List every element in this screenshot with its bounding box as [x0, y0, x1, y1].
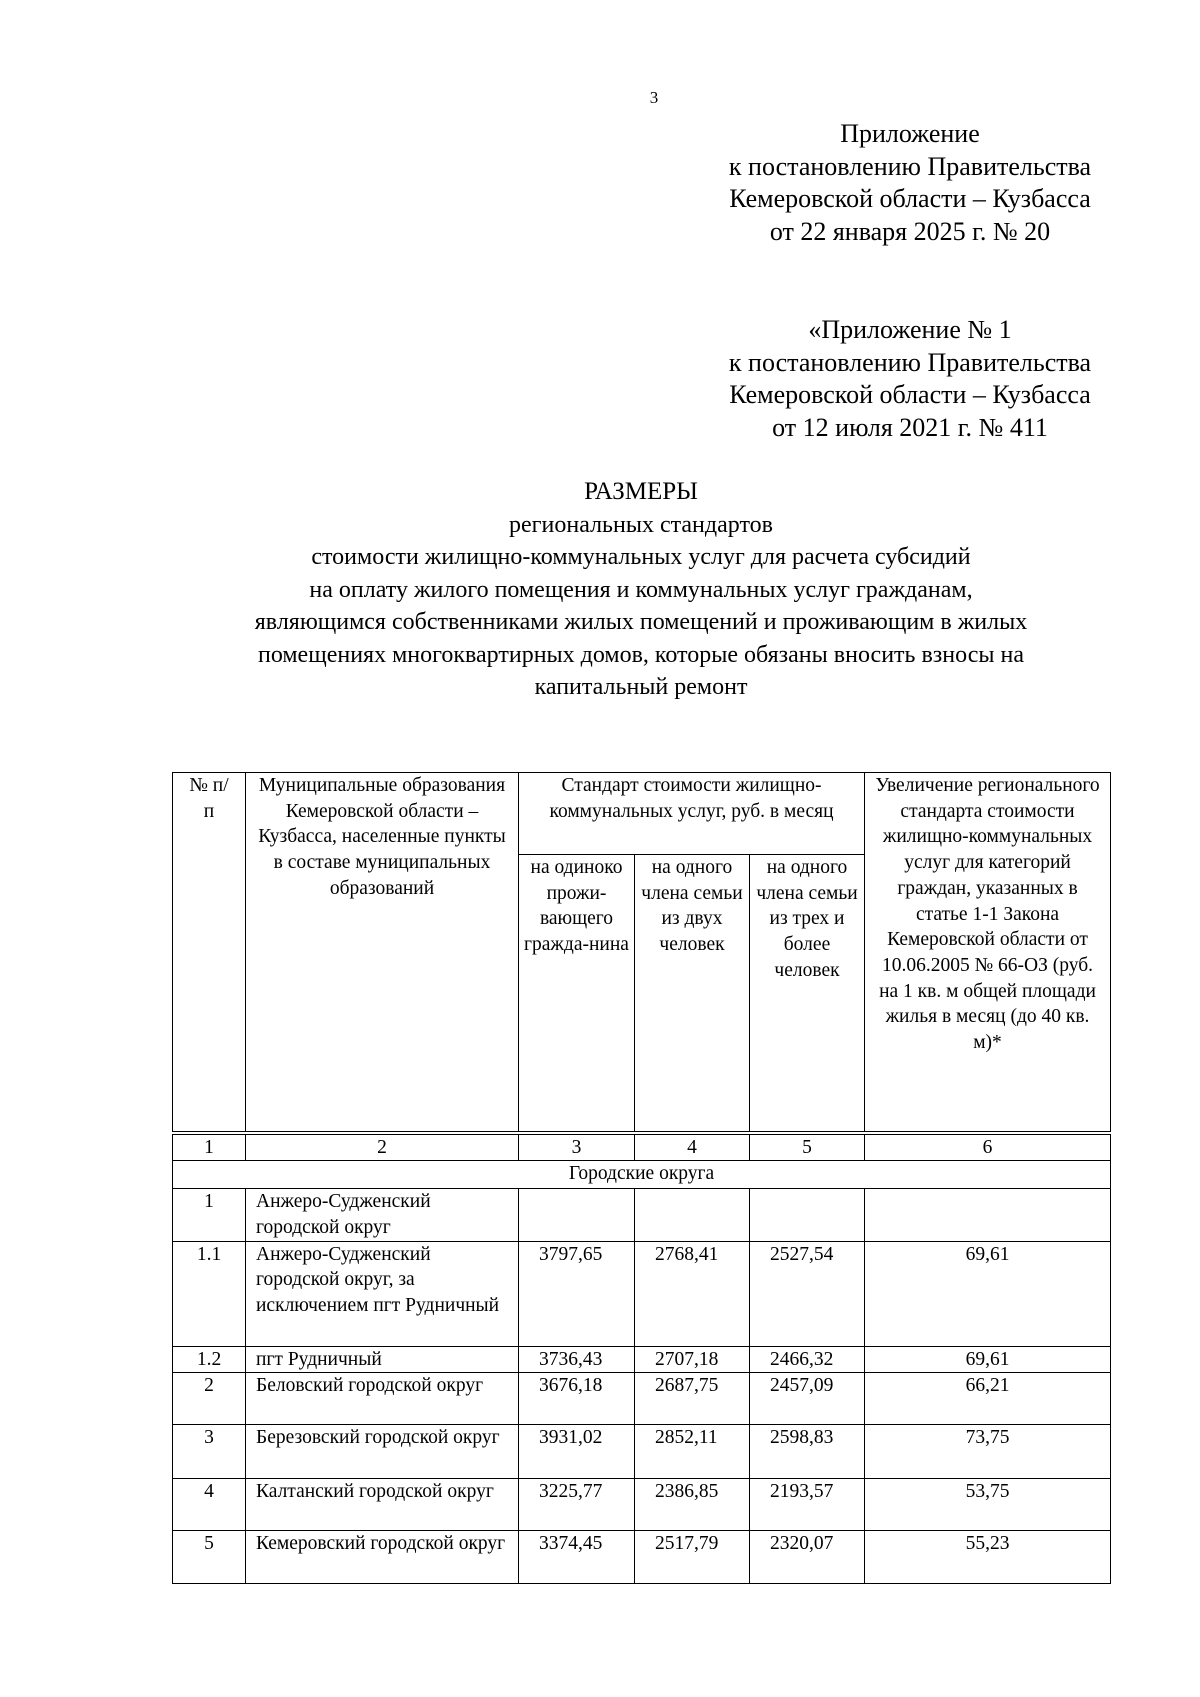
value-two: 2852,11 — [635, 1425, 750, 1479]
title-line: стоимости жилищно-коммунальных услуг для расчета субсидий — [311, 544, 971, 570]
value-three: 2457,09 — [750, 1373, 865, 1425]
document-title — [172, 476, 1110, 704]
row-number: 2 — [173, 1373, 246, 1425]
standards-table — [172, 772, 1111, 1584]
row-number: 4 — [173, 1479, 246, 1531]
row-number: 5 — [173, 1531, 246, 1584]
value-two: 2687,75 — [635, 1373, 750, 1425]
table-row — [173, 1479, 1111, 1531]
title-line: капитальный ремонт — [534, 674, 748, 700]
municipality-name: пгт Рудничный — [246, 1346, 519, 1373]
column-number: 2 — [246, 1133, 519, 1161]
header-two: на одного члена семьи из двух человек — [635, 855, 750, 1133]
value-increase — [865, 1189, 1111, 1241]
municipality-name: Беловский городской округ — [246, 1373, 519, 1425]
value-three: 2598,83 — [750, 1425, 865, 1479]
appendix-line: к постановлению Правительства — [728, 347, 1092, 377]
table-row — [173, 1241, 1111, 1346]
value-increase: 73,75 — [865, 1425, 1111, 1479]
municipality-name: Анжеро-Судженский городской округ, за исключением пгт Рудничный — [246, 1241, 519, 1346]
title-line: региональных стандартов — [509, 511, 773, 538]
value-single — [519, 1189, 635, 1241]
municipality-name: Калтанский городской округ — [246, 1479, 519, 1531]
page-number: 3 — [649, 88, 659, 107]
value-increase: 69,61 — [865, 1241, 1111, 1346]
title-line: помещениях многоквартирных домов, которые обязаны вносить взносы на — [257, 641, 1024, 668]
appendix-line: к постановлению Правительства — [728, 151, 1092, 181]
column-number: 3 — [519, 1133, 635, 1161]
column-number: 5 — [750, 1133, 865, 1161]
title-line: на оплату жилого помещения и коммунальных услуг гражданам, — [309, 576, 973, 603]
value-three: 2527,54 — [750, 1241, 865, 1346]
value-two — [635, 1189, 750, 1241]
table-row — [173, 1189, 1111, 1241]
appendix-line: «Приложение № 1 — [808, 315, 1012, 344]
value-two: 2517,79 — [635, 1531, 750, 1584]
value-two: 2768,41 — [635, 1241, 750, 1346]
appendix-line: от 12 июля 2021 г. № 411 — [772, 413, 1048, 443]
value-two: 2386,85 — [635, 1479, 750, 1531]
appendix1-block — [700, 314, 1120, 445]
appendix-line: Кемеровской области – Кузбасса — [729, 184, 1091, 214]
value-increase: 55,23 — [865, 1531, 1111, 1584]
section-header: Городские округа — [173, 1161, 1111, 1189]
title-heading: РАЗМЕРЫ — [584, 478, 698, 505]
row-number: 1.1 — [173, 1241, 246, 1346]
table-row — [173, 1425, 1111, 1479]
municipality-name: Березовский городской округ — [246, 1425, 519, 1479]
municipality-name: Анжеро-Судженский городской округ — [246, 1189, 519, 1241]
value-single: 3736,43 — [519, 1346, 635, 1373]
value-increase: 66,21 — [865, 1373, 1111, 1425]
value-single: 3374,45 — [519, 1531, 635, 1584]
value-single: 3797,65 — [519, 1241, 635, 1346]
value-increase: 69,61 — [865, 1346, 1111, 1373]
value-three: 2193,57 — [750, 1479, 865, 1531]
header-number: № п/п — [173, 773, 246, 1133]
header-increase: Увеличение регионального стандарта стоимости жилищно-коммунальных услуг для категорий граждан, указанных в статье 1-1 Закона Кемеровской области от 10.06.2005 № 66-ОЗ (руб. на 1 кв. м общей площади жилья в месяц (до 40 кв. м)* — [865, 773, 1111, 1133]
table-row — [173, 1346, 1111, 1373]
appendix-line: Кемеровской области – Кузбасса — [729, 380, 1091, 410]
value-three — [750, 1189, 865, 1241]
value-two: 2707,18 — [635, 1346, 750, 1373]
value-increase: 53,75 — [865, 1479, 1111, 1531]
appendix-line: от 22 января 2025 г. № 20 — [769, 217, 1051, 247]
title-line: являющимся собственниками жилых помещений и проживающим в жилых — [254, 609, 1028, 635]
appendix-block — [700, 118, 1120, 249]
row-number: 1.2 — [173, 1346, 246, 1373]
table-row — [173, 1531, 1111, 1584]
header-municipality: Муниципальные образования Кемеровской области – Кузбасса, населенные пункты в составе муниципальных образований — [246, 773, 519, 1133]
value-single: 3676,18 — [519, 1373, 635, 1425]
value-single: 3931,02 — [519, 1425, 635, 1479]
column-number: 4 — [635, 1133, 750, 1161]
column-number: 6 — [865, 1133, 1111, 1161]
appendix-line: Приложение — [840, 119, 980, 148]
column-number: 1 — [173, 1133, 246, 1161]
value-three: 2466,32 — [750, 1346, 865, 1373]
header-standard-group: Стандарт стоимости жилищно-коммунальных услуг, руб. в месяц — [519, 773, 865, 855]
municipality-name: Кемеровский городской округ — [246, 1531, 519, 1584]
value-single: 3225,77 — [519, 1479, 635, 1531]
table-row — [173, 1373, 1111, 1425]
header-single: на одиноко прожи-вающего гражда-нина — [519, 855, 635, 1133]
row-number: 1 — [173, 1189, 246, 1241]
header-three: на одного члена семьи из трех и более человек — [750, 855, 865, 1133]
row-number: 3 — [173, 1425, 246, 1479]
value-three: 2320,07 — [750, 1531, 865, 1584]
